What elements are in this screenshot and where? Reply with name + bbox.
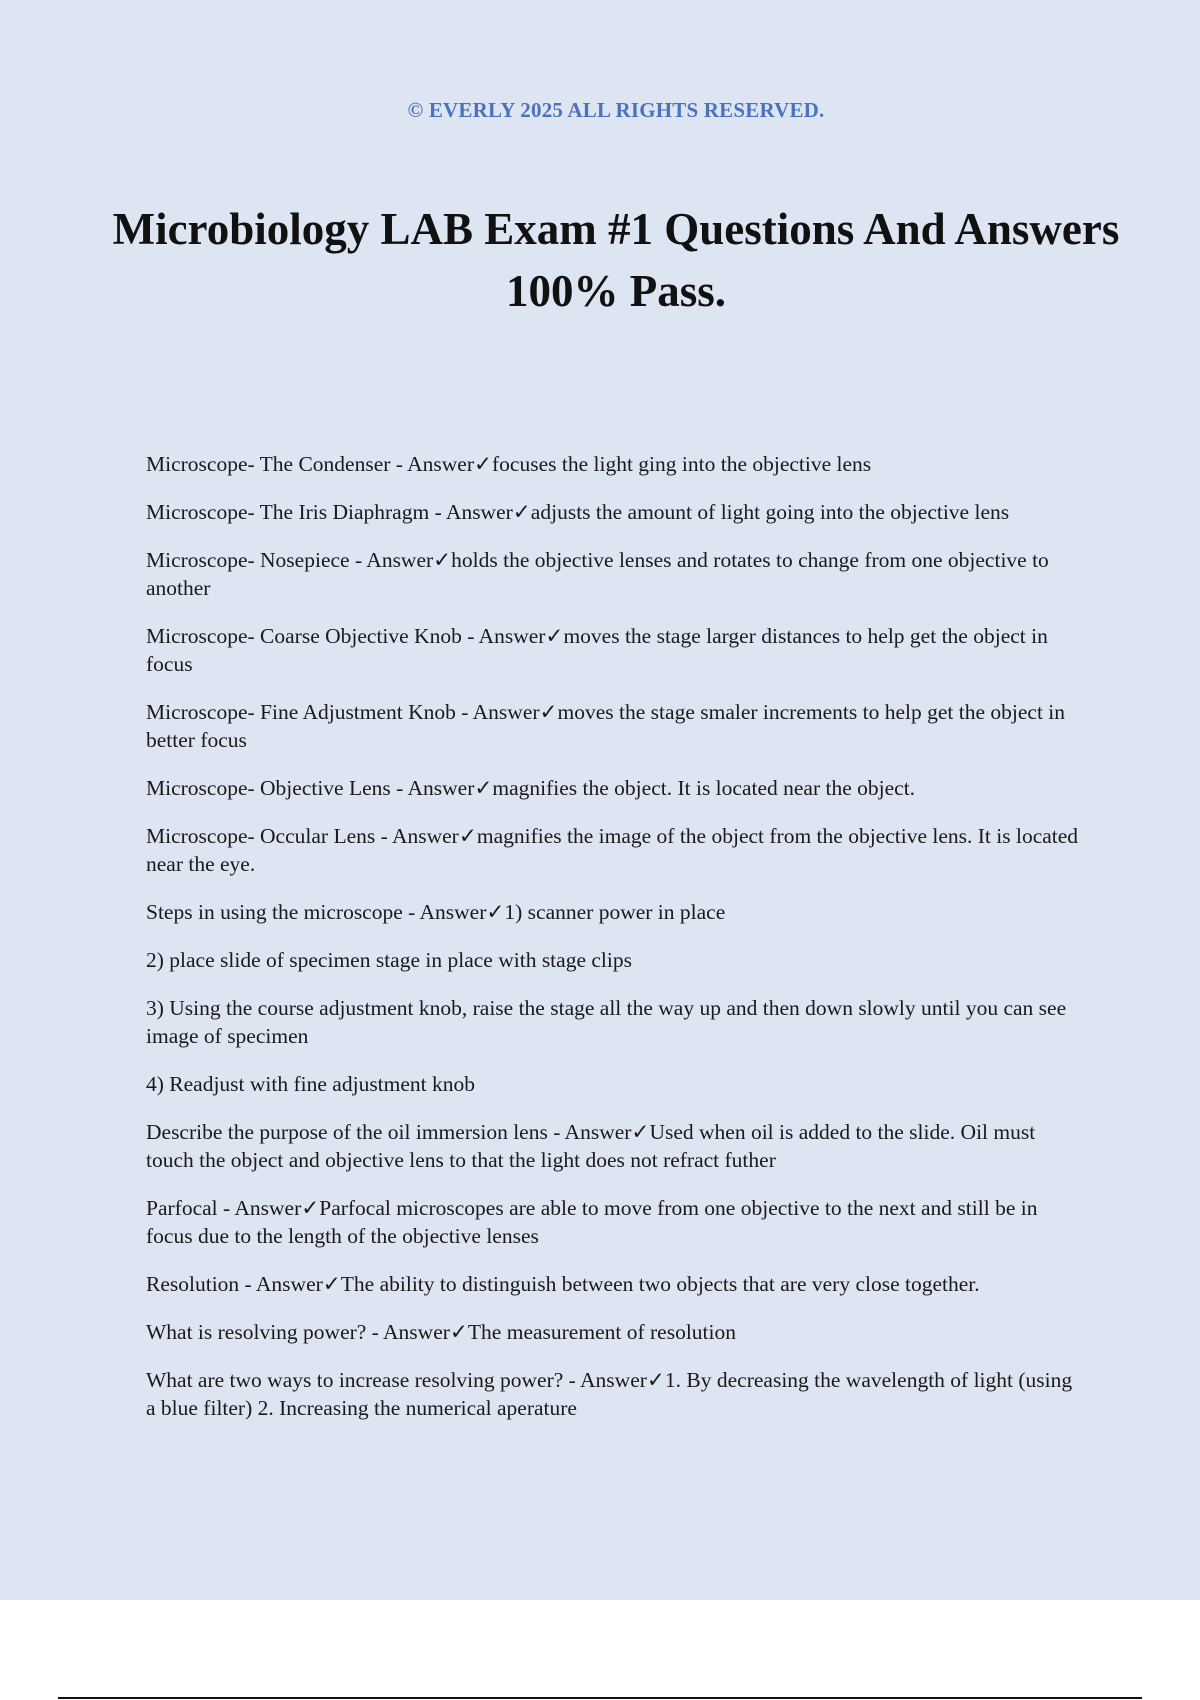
document-title: Microbiology LAB Exam #1 Questions And Answers 100% Pass. — [112, 204, 1120, 316]
qa-entry: 3) Using the course adjustment knob, raise the stage all the way up and then down slowly until you can see image of specimen — [146, 996, 1067, 1048]
qa-entry: Microscope- The Iris Diaphragm - Answer✓adjusts the amount of light going into the objective lens — [146, 500, 1010, 524]
copyright-notice: © EVERLY 2025 ALL RIGHTS RESERVED. — [407, 98, 825, 122]
qa-entry: What is resolving power? - Answer✓The measurement of resolution — [146, 1320, 736, 1344]
qa-entry: What are two ways to increase resolving power? - Answer✓1. By decreasing the wavelength of light (using a blue filter) 2. Increasing the numerical aperature — [146, 1368, 1073, 1420]
page-divider — [58, 1697, 1142, 1699]
qa-entry: Microscope- The Condenser - Answer✓focuses the light ging into the objective lens — [146, 452, 872, 476]
qa-entry: Microscope- Nosepiece - Answer✓holds the objective lenses and rotates to change from one objective to another — [146, 548, 1049, 600]
qa-list — [146, 450, 1086, 1442]
qa-entry: 4) Readjust with fine adjustment knob — [146, 1072, 476, 1096]
qa-entry: 2) place slide of specimen stage in place with stage clips — [146, 948, 632, 972]
qa-entry: Describe the purpose of the oil immersion lens - Answer✓Used when oil is added to the slide. Oil must touch the object and objective lens to that the light does not refract futher — [146, 1120, 1036, 1172]
qa-entry: Resolution - Answer✓The ability to distinguish between two objects that are very close together. — [146, 1272, 980, 1296]
qa-entry: Parfocal - Answer✓Parfocal microscopes are able to move from one objective to the next and still be in focus due to the length of the objective lenses — [146, 1196, 1038, 1248]
qa-entry: Microscope- Occular Lens - Answer✓magnifies the image of the object from the objective lens. It is located near the eye. — [146, 824, 1079, 876]
qa-entry: Microscope- Coarse Objective Knob - Answer✓moves the stage larger distances to help get the object in focus — [146, 624, 1048, 676]
qa-entry: Steps in using the microscope - Answer✓1) scanner power in place — [146, 900, 726, 924]
qa-entry: Microscope- Fine Adjustment Knob - Answer✓moves the stage smaler increments to help get the object in better focus — [146, 700, 1066, 752]
qa-entry: Microscope- Objective Lens - Answer✓magnifies the object. It is located near the object. — [146, 776, 916, 800]
